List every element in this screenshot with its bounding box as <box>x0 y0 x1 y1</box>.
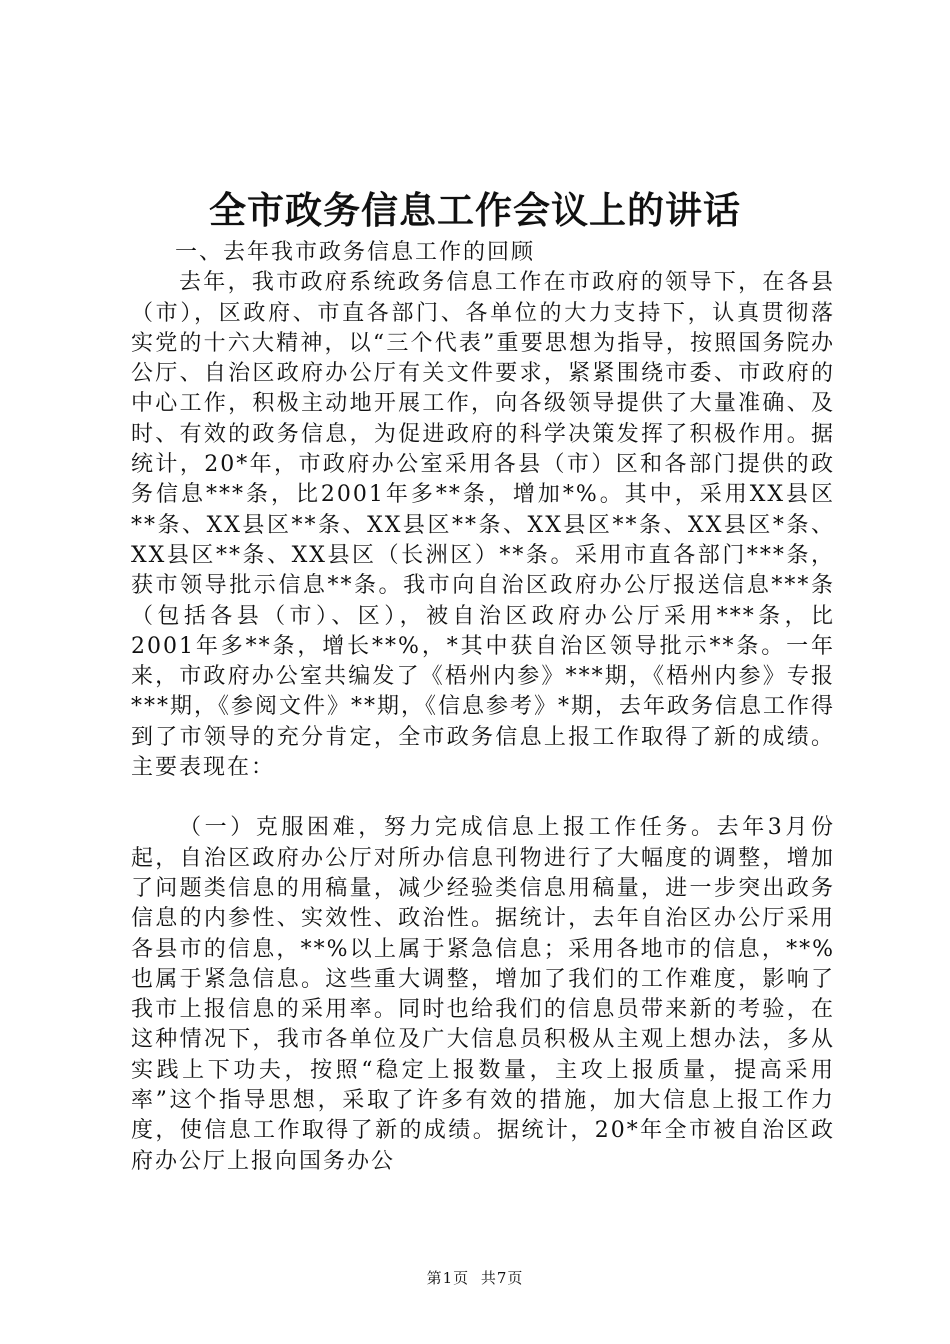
page-footer <box>0 1268 950 1288</box>
document-title: 全市政务信息工作会议上的讲话 <box>209 188 741 232</box>
page-number-total: 共7页 <box>480 1269 524 1287</box>
section-heading: 一、去年我市政务信息工作的回顾 <box>175 240 536 265</box>
body-paragraph-2: （一）克服困难，努力完成信息上报工作任务。去年3月份起，自治区政府办公厅对所办信息刊物进行了大幅度的调整，增加了问题类信息的用稿量，减少经验类信息用稿量，进一步突出政务信息的内参性、实效性、政治性。据统计，去年自治区办公厅采用各县市的信息，**%以上属于紧急信息；采用各地市的信息，**%也属于紧急信息。这些重大调整，增加了我们的工作难度，影响了我市上报信息的采用率。同时也给我们的信息员带来新的考验，在这种情况下，我市各单位及广大信息员积极从主观上想办法，多从实践上下功夫，按照“稳定上报数量，主攻上报质量，提高采用率”这个指导思想，采取了许多有效的措施，加大信息上报工作力度，使信息工作取得了新的成绩。据统计，20*年全市被自治区政府办公厅上报向国务办公 <box>131 815 835 1174</box>
page-number-current: 第1页 <box>426 1269 470 1287</box>
document-body <box>131 238 835 1177</box>
paragraph-spacer <box>131 783 835 813</box>
body-paragraph-1: 去年，我市政府系统政务信息工作在市政府的领导下，在各县（市），区政府、市直各部门、各单位的大力支持下，认真贯彻落实党的十六大精神，以“三个代表”重要思想为指导，按照国务院办公厅、自治区政府办公厅有关文件要求，紧紧围绕市委、市政府的中心工作，积极主动地开展工作，向各级领导提供了大量准确、及时、有效的政务信息，为促进政府的科学决策发挥了积极作用。据统计，20*年，市政府办公室采用各县（市）区和各部门提供的政务信息***条，比2001年多**条，增加*%。其中，采用XX县区**条、XX县区**条、XX县区**条、XX县区**条、XX县区*条、XX县区**条、XX县区（长洲区）**条。采用市直各部门***条，获市领导批示信息**条。我市向自治区政府办公厅报送信息***条（包括各县（市）、区），被自治区政府办公厅采用***条，比2001年多**条，增长**%，*其中获自治区领导批示**条。一年来，市政府办公室共编发了《梧州内参》***期，《梧州内参》专报***期，《参阅文件》**期，《信息参考》*期，去年政务信息工作得到了市领导的充分肯定，全市政务信息上报工作取得了新的成绩。主要表现在： <box>131 270 836 781</box>
